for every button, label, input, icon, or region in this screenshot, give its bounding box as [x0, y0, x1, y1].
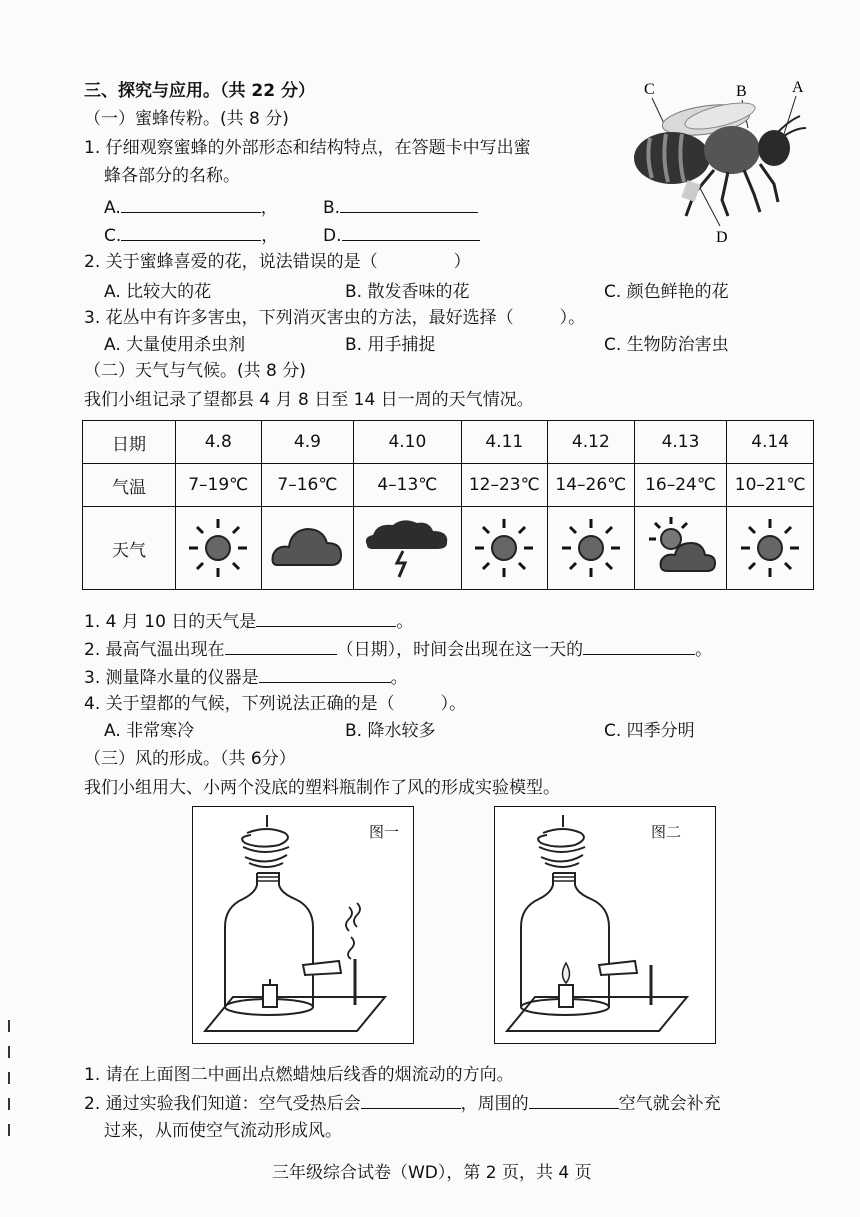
- temp-cell: 12–23℃: [461, 464, 548, 507]
- q3-text: 3. 花丛中有许多害虫，下列消灭害虫的方法，最好选择（: [84, 308, 514, 328]
- p2-q1-end: 。: [396, 612, 414, 632]
- scan-mark: [8, 1124, 10, 1136]
- q2-option-a[interactable]: A. 比较大的花: [104, 282, 212, 302]
- table-row-date: [83, 421, 814, 464]
- sun-icon: [176, 507, 262, 590]
- temp-cell: 14–26℃: [548, 464, 635, 507]
- table-row-temp: [83, 464, 814, 507]
- p3-q2-blank-1[interactable]: [361, 1092, 461, 1109]
- sun-icon: [461, 507, 548, 590]
- p2-q3-blank[interactable]: [259, 666, 391, 683]
- p2-q2-mid: （日期），时间会出现在这一天的: [336, 640, 584, 660]
- q3-option-b[interactable]: B. 用手捕捉: [345, 335, 436, 355]
- comma: ，: [261, 226, 279, 246]
- wind-experiment-diagram-1: [193, 807, 413, 1043]
- wind-experiment-diagram-2: [495, 807, 715, 1043]
- p2-q3: [84, 666, 408, 689]
- weather-table: [82, 420, 814, 590]
- sun-behind-cloud-icon: [634, 507, 727, 590]
- date-cell: 4.13: [634, 421, 727, 464]
- scan-mark: [8, 1072, 10, 1084]
- scan-mark: [8, 1046, 10, 1058]
- p2-q4-option-c[interactable]: C. 四季分明: [604, 721, 695, 741]
- q2-option-c[interactable]: C. 颜色鲜艳的花: [604, 282, 729, 302]
- p3-q1: 1. 请在上面图二中画出点燃蜡烛后线香的烟流动的方向。: [84, 1065, 514, 1085]
- p2-q2-blank-date[interactable]: [225, 638, 337, 655]
- p2-q2-end: 。: [695, 640, 713, 660]
- sun-icon: [727, 507, 814, 590]
- q2-text: 2. 关于蜜蜂喜爱的花，说法错误的是（: [84, 252, 378, 272]
- bee-label-d: D: [716, 229, 728, 246]
- p2-q2-blank-time[interactable]: [583, 638, 695, 655]
- p3-q2-blank-2[interactable]: [529, 1092, 619, 1109]
- q1-line1: 1. 仔细观察蜜蜂的外部形态和结构特点，在答题卡中写出蜜: [84, 138, 531, 158]
- scan-mark: [8, 1098, 10, 1110]
- q3-stem: [84, 307, 585, 329]
- date-cell: 4.9: [261, 421, 354, 464]
- p2-q4-close: ）。: [440, 694, 467, 714]
- p2-q3-end: 。: [390, 668, 408, 688]
- page-footer: 三年级综合试卷（WD），第 2 页，共 4 页: [272, 1163, 592, 1183]
- temp-cell: 4–13℃: [354, 464, 461, 507]
- q3-option-a[interactable]: A. 大量使用杀虫剂: [104, 335, 246, 355]
- p3-q2-text-c: 空气就会补充: [618, 1094, 721, 1114]
- blank-d-line[interactable]: [342, 224, 480, 241]
- answer-blank-b[interactable]: [323, 196, 478, 219]
- row-header-weather: 天气: [83, 507, 176, 590]
- q3-close: ）。: [559, 308, 586, 328]
- p3-q2-text-a: 2. 通过实验我们知道：空气受热后会: [84, 1094, 361, 1114]
- date-cell: 4.11: [461, 421, 548, 464]
- date-cell: 4.12: [548, 421, 635, 464]
- p3-q2-line2: 过来，从而使空气流动形成风。: [104, 1121, 342, 1141]
- cloud-icon: [261, 507, 354, 590]
- p2-q4-option-a[interactable]: A. 非常寒冷: [104, 721, 195, 741]
- blank-c-line[interactable]: [121, 224, 261, 241]
- figure-1: [192, 806, 414, 1044]
- bee-illustration: [628, 76, 808, 246]
- q2-close: ）: [453, 252, 471, 272]
- q1-line2: 蜂各部分的名称。: [104, 166, 240, 186]
- p2-q1: [84, 610, 413, 633]
- answer-blank-d[interactable]: [323, 224, 480, 247]
- q2-option-b[interactable]: B. 散发香味的花: [345, 282, 470, 302]
- bee-label-a: A: [792, 79, 804, 96]
- p2-q4-option-b[interactable]: B. 降水较多: [345, 721, 436, 741]
- bee-label-b: B: [736, 83, 747, 100]
- p2-q4: [84, 693, 466, 715]
- temp-cell: 10–21℃: [727, 464, 814, 507]
- figure-1-label: 图一: [369, 823, 400, 841]
- thunderstorm-icon: [354, 507, 461, 590]
- blank-b-line[interactable]: [340, 196, 478, 213]
- row-header-date: 日期: [83, 421, 176, 464]
- blank-b-label: B.: [323, 198, 341, 218]
- date-cell: 4.14: [727, 421, 814, 464]
- date-cell: 4.10: [354, 421, 461, 464]
- p3-q2: [84, 1092, 721, 1115]
- scan-mark: [8, 1020, 10, 1032]
- blank-c-label: C.: [104, 226, 122, 246]
- temp-cell: 7–19℃: [176, 464, 262, 507]
- blank-d-label: D.: [323, 226, 342, 246]
- part3-intro: 我们小组用大、小两个没底的塑料瓶制作了风的形成实验模型。: [84, 778, 560, 798]
- part1-title: （一）蜜蜂传粉。(共 8 分): [84, 109, 289, 129]
- date-cell: 4.8: [176, 421, 262, 464]
- temp-cell: 7–16℃: [261, 464, 354, 507]
- p3-q2-text-b: ，周围的: [460, 1094, 529, 1114]
- table-row-weather: [83, 507, 814, 590]
- figure-2: [494, 806, 716, 1044]
- sun-icon: [548, 507, 635, 590]
- p2-q2: [84, 638, 712, 661]
- p2-q3-text: 3. 测量降水量的仪器是: [84, 668, 259, 688]
- bee-label-c: C: [644, 81, 655, 98]
- figure-2-label: 图二: [651, 823, 682, 841]
- part2-title: （二）天气与气候。(共 8 分): [84, 361, 306, 381]
- part3-title: （三）风的形成。（共 6分）: [84, 749, 296, 769]
- row-header-temp: 气温: [83, 464, 176, 507]
- p2-q4-text: 4. 关于望都的气候，下列说法正确的是（: [84, 694, 395, 714]
- part2-intro: 我们小组记录了望都县 4 月 8 日至 14 日一周的天气情况。: [84, 390, 534, 410]
- blank-a-line[interactable]: [121, 196, 261, 213]
- q3-option-c[interactable]: C. 生物防治害虫: [604, 335, 729, 355]
- p2-q1-text: 1. 4 月 10 日的天气是: [84, 612, 257, 632]
- p2-q1-blank[interactable]: [256, 610, 396, 627]
- temp-cell: 16–24℃: [634, 464, 727, 507]
- blank-a-label: A.: [104, 198, 121, 218]
- comma: ，: [260, 198, 278, 218]
- answer-blank-c[interactable]: [104, 224, 278, 247]
- answer-blank-a[interactable]: [104, 196, 278, 219]
- q2-stem: [84, 251, 471, 273]
- section-title: 三、探究与应用。（共 22 分）: [84, 81, 315, 101]
- p2-q2-text: 2. 最高气温出现在: [84, 640, 225, 660]
